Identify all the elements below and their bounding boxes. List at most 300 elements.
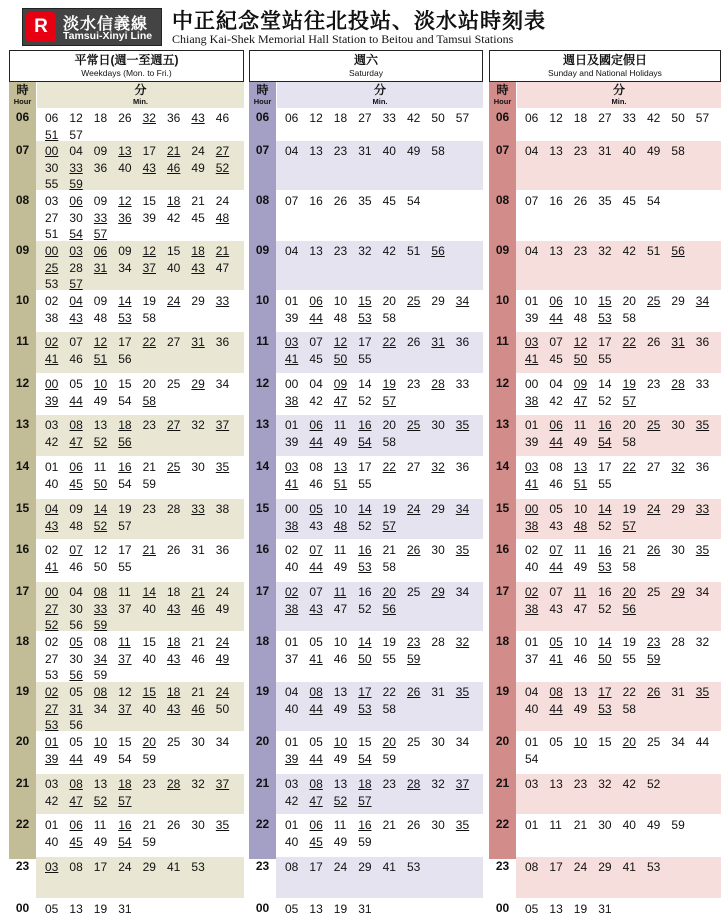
minute-line (45, 584, 242, 601)
minute-beitou: 17 (118, 543, 132, 557)
hour-cell: 22 (495, 817, 510, 831)
minute-line (285, 684, 481, 701)
minute-beitou: 49 (333, 751, 348, 766)
minute-tamsui: 56 (69, 668, 83, 682)
minute-beitou: 32 (191, 418, 205, 432)
minute-tamsui: 16 (358, 418, 372, 432)
minute-beitou: 30 (191, 460, 205, 474)
minute-beitou: 58 (622, 701, 636, 716)
minute-tamsui: 48 (215, 210, 230, 225)
minute-tamsui: 48 (573, 518, 588, 533)
minute-tamsui: 38 (285, 393, 299, 408)
minute-tamsui: 43 (45, 518, 59, 533)
minute-beitou: 21 (142, 460, 156, 474)
minute-beitou: 00 (285, 377, 299, 391)
minute-tamsui: 56 (671, 244, 685, 258)
minute-line (285, 243, 481, 260)
minute-beitou: 13 (573, 685, 588, 699)
minute-line (525, 634, 719, 651)
hour-cell: 12 (15, 376, 30, 390)
minute-beitou: 37 (118, 601, 132, 616)
section-title-zh: 週六 (353, 53, 378, 67)
minute-tamsui: 57 (382, 393, 396, 408)
minute-tamsui: 18 (191, 244, 205, 258)
minute-beitou: 12 (309, 111, 323, 125)
hour-row (489, 682, 721, 732)
minute-beitou: 52 (358, 393, 372, 408)
hour-row (249, 332, 483, 374)
minute-line (45, 143, 242, 160)
minute-line (45, 193, 242, 210)
minute-tamsui: 38 (525, 601, 539, 616)
minute-beitou: 32 (191, 777, 205, 791)
minute-beitou: 01 (285, 735, 299, 749)
hour-cell: 08 (495, 193, 510, 207)
minute-beitou: 59 (142, 476, 156, 491)
minute-beitou: 55 (622, 651, 636, 666)
minute-tamsui: 35 (455, 818, 470, 832)
minute-beitou: 26 (647, 335, 661, 349)
minute-line (525, 110, 719, 127)
minute-beitou: 29 (142, 860, 156, 874)
minute-tamsui: 43 (69, 310, 83, 325)
minute-beitou: 04 (525, 685, 539, 699)
hour-cell: 07 (15, 143, 30, 157)
minute-beitou: 03 (45, 418, 59, 432)
hour-row (249, 632, 483, 682)
minute-beitou: 40 (622, 144, 636, 158)
minute-tamsui: 04 (69, 294, 83, 308)
minute-tamsui: 59 (69, 177, 83, 191)
minute-beitou: 02 (285, 543, 299, 557)
minute-beitou: 06 (525, 111, 539, 125)
minute-tamsui: 38 (525, 393, 539, 408)
minute-tamsui: 17 (358, 685, 372, 699)
page-subtitle: Chiang Kai-Shek Memorial Hall Station to Beitou and Tamsui Stations (172, 32, 514, 46)
minute-tamsui: 04 (45, 502, 59, 516)
minute-tamsui: 03 (69, 244, 83, 258)
minute-cells (45, 417, 242, 457)
minute-tamsui: 34 (695, 294, 710, 308)
hour-cell: 21 (495, 776, 510, 790)
minute-tamsui: 33 (69, 160, 83, 175)
minute-tamsui: 43 (167, 601, 181, 616)
hour-row (489, 241, 721, 291)
minute-tamsui: 50 (598, 651, 612, 666)
minute-line (525, 193, 719, 210)
minute-beitou: 13 (93, 777, 108, 791)
minute-line (525, 776, 719, 793)
minute-beitou: 42 (285, 793, 299, 808)
minute-beitou: 30 (431, 735, 445, 749)
minute-line (525, 859, 719, 876)
minute-beitou: 46 (191, 651, 205, 666)
minute-line (525, 584, 719, 601)
minute-beitou: 23 (333, 244, 348, 258)
minute-line (285, 459, 481, 476)
minute-beitou: 07 (285, 194, 299, 208)
minute-tamsui: 31 (69, 701, 83, 716)
minute-tamsui: 25 (647, 294, 661, 308)
minute-beitou: 21 (382, 543, 396, 557)
minute-tamsui: 51 (573, 476, 588, 491)
minute-beitou: 08 (525, 860, 539, 874)
minute-tamsui: 14 (598, 635, 612, 649)
minute-tamsui: 39 (285, 751, 299, 766)
line-badge (22, 8, 162, 46)
minute-tamsui: 37 (118, 701, 132, 716)
minute-beitou: 36 (167, 111, 181, 125)
minute-tamsui: 27 (167, 418, 181, 432)
minute-cells (45, 776, 242, 815)
minute-beitou: 27 (598, 111, 612, 125)
minute-tamsui: 08 (549, 685, 563, 699)
minute-tamsui: 14 (93, 502, 108, 516)
minute-beitou: 04 (285, 144, 299, 158)
minute-line (45, 476, 242, 493)
minute-line (285, 651, 481, 668)
minute-tamsui: 06 (309, 418, 323, 432)
minute-beitou: 58 (622, 434, 636, 449)
header (0, 0, 726, 50)
minute-tamsui: 52 (93, 793, 108, 808)
minute-beitou: 02 (45, 635, 59, 649)
minute-beitou: 13 (309, 902, 323, 916)
minute-line (45, 110, 242, 127)
minute-beitou: 46 (573, 651, 588, 666)
minute-beitou: 49 (407, 144, 421, 158)
minute-tamsui: 06 (309, 818, 323, 832)
minute-beitou: 42 (407, 111, 421, 125)
minute-beitou: 42 (382, 244, 396, 258)
minute-cells (45, 501, 242, 540)
section-holiday (489, 50, 721, 916)
minute-beitou: 51 (45, 227, 59, 241)
minute-beitou: 23 (382, 777, 396, 791)
minute-beitou: 28 (671, 635, 685, 649)
hour-row (9, 540, 244, 582)
minute-beitou: 30 (45, 160, 59, 175)
minute-beitou: 05 (69, 685, 83, 699)
minute-tamsui: 47 (333, 393, 348, 408)
minute-beitou: 29 (671, 294, 685, 308)
minute-beitou: 01 (45, 818, 59, 832)
minute-beitou: 36 (695, 335, 710, 349)
minute-tamsui: 53 (598, 701, 612, 716)
minute-line (45, 393, 242, 410)
minute-tamsui: 53 (598, 559, 612, 574)
minute-tamsui: 12 (573, 335, 588, 349)
minute-cells (285, 376, 481, 415)
minute-tamsui: 33 (695, 502, 710, 516)
minute-tamsui: 33 (191, 502, 205, 516)
minute-beitou: 55 (45, 177, 59, 191)
minute-line (285, 751, 481, 768)
minute-beitou: 01 (285, 418, 299, 432)
hour-row (249, 857, 483, 899)
minute-tamsui: 18 (167, 194, 181, 208)
minute-beitou: 23 (573, 244, 588, 258)
minute-tamsui: 15 (142, 685, 156, 699)
minute-line (285, 417, 481, 434)
minute-beitou: 35 (358, 194, 372, 208)
minute-tamsui: 43 (309, 601, 323, 616)
minute-tamsui: 32 (431, 460, 445, 474)
minute-line (285, 351, 481, 368)
minute-beitou: 15 (167, 244, 181, 258)
minute-line (525, 334, 719, 351)
hour-row (489, 141, 721, 191)
minute-beitou: 50 (671, 111, 685, 125)
minute-tamsui: 10 (333, 735, 348, 749)
minute-beitou: 03 (45, 777, 59, 791)
section-title-en: Saturday (348, 68, 384, 78)
minute-beitou: 36 (215, 335, 230, 349)
minute-beitou: 16 (358, 585, 372, 599)
minute-beitou: 56 (69, 718, 83, 732)
minute-tamsui: 11 (118, 635, 131, 649)
minute-beitou: 05 (309, 735, 323, 749)
minute-beitou: 40 (285, 834, 299, 849)
minute-beitou: 49 (573, 559, 588, 574)
minute-beitou: 53 (45, 277, 59, 291)
hour-cell: 00 (255, 901, 270, 915)
minute-beitou: 19 (118, 502, 132, 516)
minute-tamsui: 28 (407, 777, 421, 791)
minute-tamsui: 37 (215, 777, 230, 791)
minute-beitou: 11 (118, 585, 131, 599)
minute-beitou: 12 (118, 685, 132, 699)
minute-beitou: 49 (573, 434, 588, 449)
minute-line (525, 476, 719, 493)
hour-cell: 12 (255, 376, 270, 390)
minute-beitou: 04 (285, 244, 299, 258)
minute-beitou: 30 (69, 651, 83, 666)
minute-tamsui: 44 (69, 393, 83, 408)
minute-line (285, 776, 481, 793)
minute-beitou: 01 (285, 294, 299, 308)
minute-beitou: 42 (45, 793, 59, 808)
hour-row (249, 732, 483, 774)
minute-cells (525, 110, 719, 141)
minute-tamsui: 51 (93, 351, 108, 366)
minute-beitou: 21 (573, 818, 588, 832)
minute-beitou: 33 (695, 377, 710, 391)
hour-cell: 10 (495, 293, 510, 307)
minute-cells (525, 293, 719, 332)
minute-beitou: 55 (118, 559, 132, 574)
minute-cells (525, 459, 719, 499)
hour-cell: 11 (16, 334, 29, 348)
minute-tamsui: 02 (285, 585, 299, 599)
minute-cells (525, 143, 719, 191)
minute-tamsui: 00 (45, 585, 59, 599)
minute-tamsui: 33 (93, 210, 108, 225)
minute-beitou: 40 (525, 701, 539, 716)
minute-beitou: 23 (333, 144, 348, 158)
minute-beitou: 46 (333, 651, 348, 666)
minute-line (45, 901, 242, 918)
minute-tamsui: 45 (69, 834, 83, 849)
minute-beitou: 50 (431, 111, 445, 125)
minute-beitou: 32 (598, 777, 612, 791)
minute-tamsui: 16 (358, 818, 372, 832)
minute-beitou: 05 (69, 377, 83, 391)
minute-tamsui: 41 (285, 476, 299, 491)
minute-cells (285, 193, 481, 241)
minute-beitou: 25 (647, 735, 661, 749)
minute-cells (285, 143, 481, 191)
minute-beitou: 01 (525, 735, 539, 749)
hour-row (9, 108, 244, 141)
hour-cell: 23 (255, 859, 270, 873)
minute-header (37, 82, 244, 108)
minute-beitou: 01 (525, 818, 539, 832)
minute-tamsui: 25 (167, 460, 181, 474)
minute-tamsui: 50 (358, 651, 372, 666)
minute-beitou: 08 (285, 860, 299, 874)
minute-beitou: 11 (333, 818, 347, 832)
minute-beitou: 25 (647, 585, 661, 599)
minute-beitou: 02 (525, 543, 539, 557)
minute-cells (285, 584, 481, 632)
minute-beitou: 21 (191, 685, 205, 699)
minute-line (45, 260, 242, 277)
minute-beitou: 07 (549, 585, 563, 599)
minute-line (45, 701, 242, 718)
minute-beitou: 05 (549, 502, 563, 516)
line-name-zh: 淡水信義線 (63, 16, 149, 33)
hour-row (9, 332, 244, 374)
minute-beitou: 10 (573, 635, 588, 649)
hour-row (9, 499, 244, 540)
minute-tamsui: 06 (69, 194, 83, 208)
minute-beitou: 29 (358, 860, 372, 874)
minute-line (285, 293, 481, 310)
minute-beitou: 17 (118, 335, 132, 349)
minute-tamsui: 00 (45, 377, 59, 391)
hour-row (249, 499, 483, 540)
minute-line (525, 701, 719, 718)
hour-cell: 23 (495, 859, 510, 873)
minute-beitou: 13 (549, 902, 563, 916)
minute-beitou: 12 (93, 543, 108, 557)
minute-beitou: 21 (191, 194, 205, 208)
minute-beitou: 49 (333, 701, 348, 716)
minute-tamsui: 44 (309, 701, 323, 716)
minute-tamsui: 24 (407, 502, 421, 516)
minute-line (525, 310, 719, 327)
minute-beitou: 59 (382, 751, 396, 766)
minute-tamsui: 54 (69, 227, 83, 241)
minute-line (45, 734, 242, 751)
minute-cells (285, 293, 481, 332)
minute-beitou: 19 (382, 635, 396, 649)
minute-beitou: 09 (69, 502, 83, 516)
minute-line (285, 734, 481, 751)
hour-cell: 18 (15, 634, 30, 648)
minute-cells (285, 417, 481, 457)
minute-tamsui: 06 (549, 418, 563, 432)
minute-tamsui: 19 (622, 377, 636, 391)
minute-line (285, 859, 481, 876)
minute-tamsui: 26 (647, 685, 661, 699)
hour-row (9, 682, 244, 732)
minute-beitou: 08 (549, 460, 563, 474)
minute-beitou: 49 (647, 144, 661, 158)
minute-beitou: 11 (573, 418, 587, 432)
minute-tamsui: 37 (455, 777, 470, 791)
minute-tamsui: 27 (215, 144, 230, 158)
minute-tamsui: 18 (358, 777, 372, 791)
minute-cells (285, 859, 481, 899)
minute-beitou: 19 (333, 902, 348, 916)
minute-beitou: 30 (69, 210, 83, 225)
minute-cells (45, 542, 242, 582)
minute-beitou: 36 (93, 160, 108, 175)
hour-cell: 06 (255, 110, 270, 124)
minute-beitou: 40 (382, 144, 396, 158)
hour-row (9, 141, 244, 191)
minute-beitou: 18 (333, 111, 348, 125)
minute-line (285, 476, 481, 493)
hour-cell: 18 (255, 634, 270, 648)
minute-beitou: 18 (167, 585, 181, 599)
minute-tamsui: 47 (69, 434, 83, 449)
minute-beitou: 40 (142, 601, 156, 616)
minute-tamsui: 14 (358, 635, 372, 649)
minute-beitou: 05 (525, 902, 539, 916)
minute-beitou: 54 (118, 751, 132, 766)
hour-cell: 10 (255, 293, 270, 307)
minute-beitou: 50 (215, 701, 230, 716)
hour-row (9, 632, 244, 682)
minute-cells (45, 584, 242, 632)
minute-beitou: 13 (309, 144, 323, 158)
minute-line (285, 110, 481, 127)
minute-tamsui: 41 (525, 351, 539, 366)
minute-tamsui: 31 (93, 260, 108, 275)
page-title: 中正紀念堂站往北投站、淡水站時刻表 (172, 10, 546, 33)
minute-tamsui: 56 (622, 601, 636, 616)
minute-beitou: 16 (309, 194, 323, 208)
minute-line (285, 542, 481, 559)
minute-beitou: 57 (695, 111, 710, 125)
minute-beitou: 54 (407, 194, 421, 208)
minute-cells (525, 417, 719, 457)
hour-cell: 07 (255, 143, 270, 157)
minute-beitou: 13 (333, 777, 348, 791)
minute-line (285, 143, 481, 160)
minute-beitou: 05 (45, 902, 59, 916)
minute-beitou: 55 (382, 651, 396, 666)
minute-beitou: 30 (69, 601, 83, 616)
minute-tamsui: 25 (45, 260, 59, 275)
hour-cell: 07 (495, 143, 510, 157)
hour-label-en: Hour (13, 97, 32, 106)
hour-label-zh: 時 (496, 83, 509, 97)
minute-tamsui: 54 (358, 434, 372, 449)
minute-beitou: 20 (382, 418, 396, 432)
minute-beitou: 57 (455, 111, 470, 125)
hour-row (489, 732, 721, 774)
minute-beitou: 27 (167, 335, 181, 349)
hour-cell: 19 (255, 684, 270, 698)
hour-row (9, 815, 244, 857)
minute-tamsui: 57 (93, 227, 108, 241)
hour-cell: 22 (255, 817, 270, 831)
minute-tamsui: 54 (358, 751, 372, 766)
